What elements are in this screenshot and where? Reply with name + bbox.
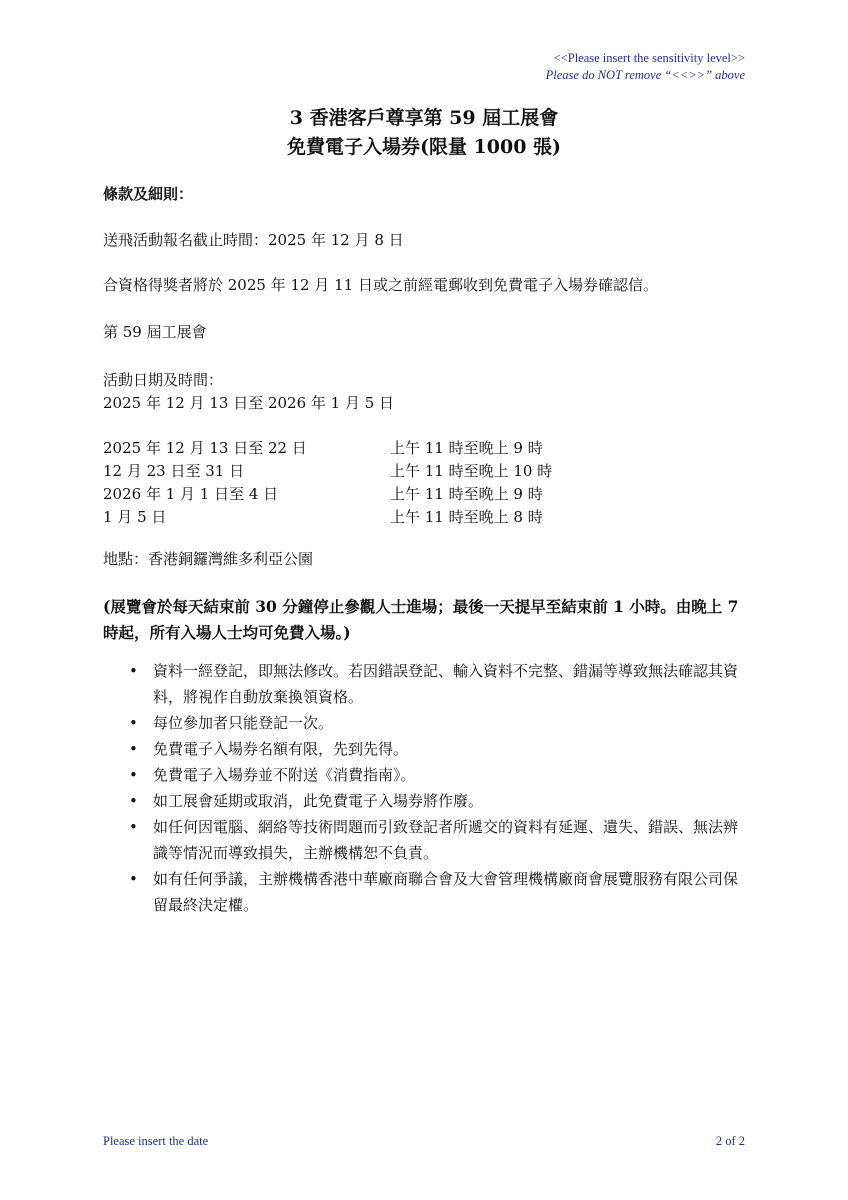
schedule-row [103,506,552,529]
event-location: 地點：香港銅鑼灣維多利亞公園 [103,550,314,568]
schedule-time: 上午 11 時至晚上 9 時 [390,439,543,457]
terms-list [0,658,848,918]
schedule-time: 上午 11 時至晚上 10 時 [390,462,553,480]
event-dates: 2025 年 12 月 13 日至 2026 年 1 月 5 日 [103,394,395,412]
list-item: • 資料一經登記，即無法修改。若因錯誤登記、輸入資料不完整、錯漏等導致無法確認其資料，將視作自動放棄換領資格。 [0,658,743,710]
schedule-date: 12 月 23 日至 31 日 [103,462,245,480]
schedule-date: 2026 年 1 月 1 日至 4 日 [103,485,279,503]
list-item: • 免費電子入場券名額有限，先到先得。 [0,736,743,762]
event-name: 第 59 屆工展會 [103,323,207,341]
event-dates-label: 活動日期及時間： [103,371,224,389]
sensitivity-level-note: <<Please insert the sensitivity level>> [553,51,745,65]
schedule-table [103,437,552,529]
list-item: • 每位參加者只能登記一次。 [0,710,743,736]
schedule-row [103,483,552,506]
document-subtitle: 免費電子入場券(限量 1000 張) [286,136,562,158]
schedule-row [103,437,552,460]
list-item: • 免費電子入場券並不附送《消費指南》。 [0,762,743,788]
admission-note: (展覽會於每天結束前 30 分鐘停止參觀人士進場；最後一天提早至結束前 1 小時。由晚上 7 時起，所有入場人士均可免費入場。) [103,597,739,642]
list-item: • 如任何因電腦、網絡等技術問題而引致登記者所遞交的資料有延遲、遺失、錯誤、無法辨識等情況而導致損失，主辦機構恕不負責。 [0,814,743,866]
terms-heading: 條款及細則： [103,185,194,203]
page-number: 2 of 2 [715,1134,745,1148]
schedule-row [103,460,552,483]
registration-deadline: 送飛活動報名截止時間：2025 年 12 月 8 日 [103,231,404,249]
do-not-remove-note: Please do NOT remove “<<>>” above [545,68,745,82]
confirmation-notice: 合資格得獎者將於 2025 年 12 月 11 日或之前經電郵收到免費電子入場券確認信。 [103,276,658,294]
schedule-time: 上午 11 時至晚上 8 時 [390,508,543,526]
list-item: • 如有任何爭議，主辦機構香港中華廠商聯合會及大會管理機構廠商會展覽服務有限公司保留最終決定權。 [0,866,743,918]
schedule-date: 2025 年 12 月 13 日至 22 日 [103,439,307,457]
footer-date: Please insert the date [103,1134,209,1148]
schedule-time: 上午 11 時至晚上 9 時 [390,485,543,503]
list-item: • 如工展會延期或取消，此免費電子入場券將作廢。 [0,788,743,814]
schedule-date: 1 月 5 日 [103,508,167,526]
document-title: 3 香港客戶尊享第 59 屆工展會 [289,107,559,129]
